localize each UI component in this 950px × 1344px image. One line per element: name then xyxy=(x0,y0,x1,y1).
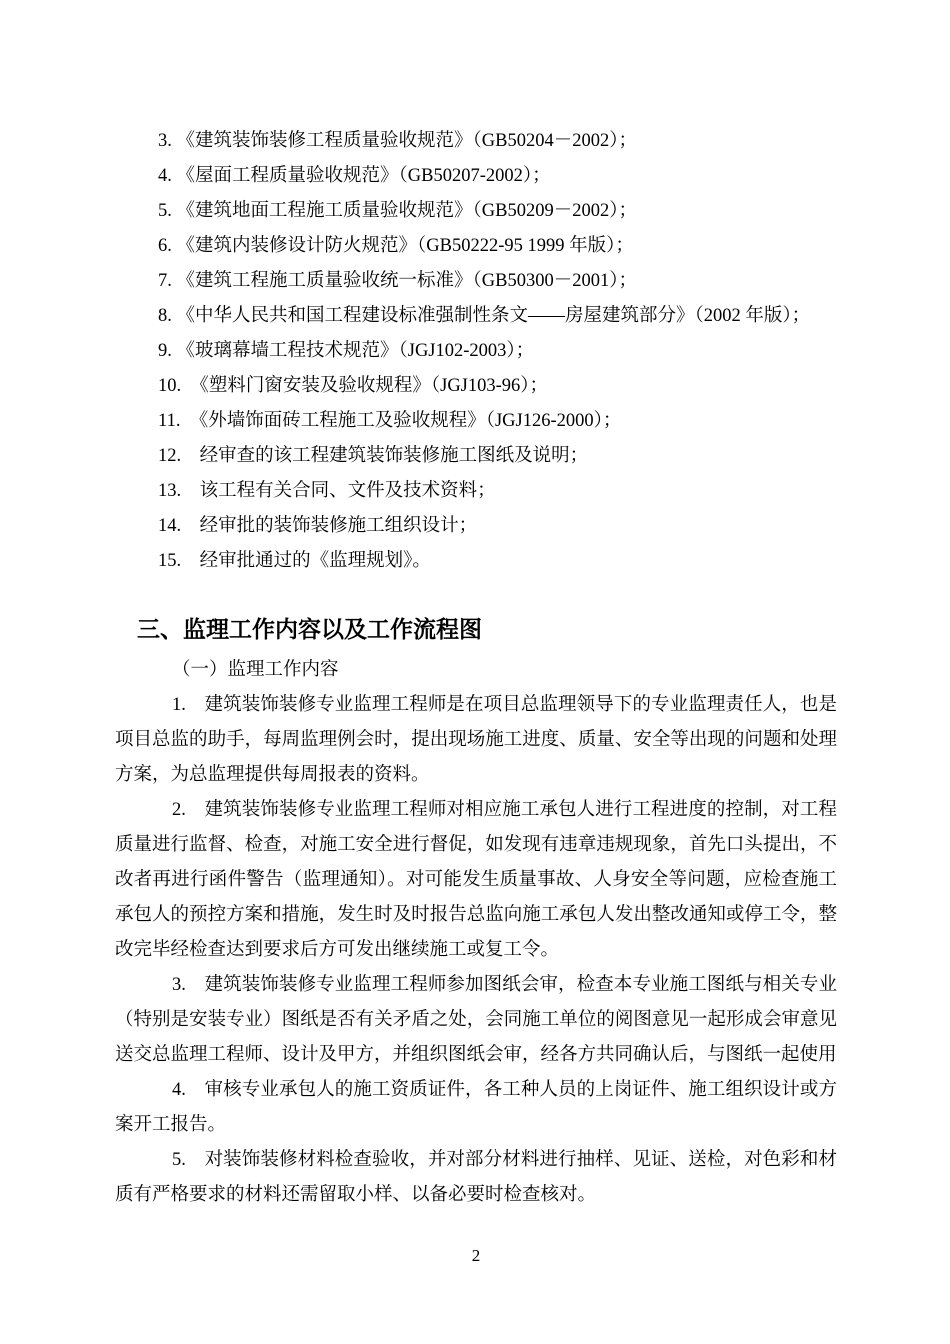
list-item: 6. 《建筑内装修设计防火规范》（GB50222-95 1999 年版）； xyxy=(158,236,634,256)
list-item: 9. 《玻璃幕墙工程技术规范》（JGJ102-2003）； xyxy=(158,341,535,361)
list-item: 10. 《塑料门窗安装及验收规程》（JGJ103-96）； xyxy=(158,376,549,396)
list-item: 11. 《外墙饰面砖工程施工及验收规程》（JGJ126-2000）； xyxy=(158,411,622,431)
section-heading: 三、监理工作内容以及工作流程图 xyxy=(137,617,482,642)
paragraph: 4. 审核专业承包人的施工资质证件，各工种人员的上岗证件、施工组织设计或方案开工报告。 xyxy=(115,1080,837,1135)
list-item: 15. 经审批通过的《监理规划》。 xyxy=(158,551,431,571)
list-item: 5. 《建筑地面工程施工质量验收规范》（GB50209－2002）； xyxy=(158,201,637,221)
paragraph: 3. 建筑装饰装修专业监理工程师参加图纸会审，检查本专业施工图纸与相关专业（特别是安装专业）图纸是否有关矛盾之处，会同施工单位的阅图意见一起形成会审意见送交总监理工程师、设计及甲方，并组织图纸会审，经各方共同确认后，与图纸一起使用 xyxy=(115,975,837,1065)
list-item: 4. 《屋面工程质量验收规范》（GB50207-2002）； xyxy=(158,166,551,186)
paragraph: 2. 建筑装饰装修专业监理工程师对相应施工承包人进行工程进度的控制，对工程质量进行监督、检查，对施工安全进行督促，如发现有违章违规现象，首先口头提出，不改者再进行函件警告（监理通知）。对可能发生质量事故、人身安全等问题，应检查施工承包人的预控方案和措施，发生时及时报告总监向施工承包人发出整改通知或停工令，整改完毕经检查达到要求后方可发出继续施工或复工令。 xyxy=(115,800,837,960)
list-item: 8. 《中华人民共和国工程建设标准强制性条文——房屋建筑部分》（2002 年版）； xyxy=(158,306,811,326)
list-item: 12. 经审查的该工程建筑装饰装修施工图纸及说明； xyxy=(158,446,589,466)
paragraph: 1. 建筑装饰装修专业监理工程师是在项目总监理领导下的专业监理责任人，也是项目总监的助手，每周监理例会时，提出现场施工进度、质量、安全等出现的问题和处理方案，为总监理提供每周报表的资料。 xyxy=(115,695,837,785)
page-number: 2 xyxy=(471,1246,481,1265)
list-item: 3. 《建筑装饰装修工程质量验收规范》（GB50204－2002）； xyxy=(158,131,637,151)
paragraph: 5. 对装饰装修材料检查验收，并对部分材料进行抽样、见证、送检，对色彩和材质有严格要求的材料还需留取小样、以备必要时检查核对。 xyxy=(115,1150,837,1205)
reference-standards-list xyxy=(115,124,837,579)
list-item: 14. 经审批的装饰装修施工组织设计； xyxy=(158,516,478,536)
paragraph-block xyxy=(115,688,837,1213)
list-item: 13. 该工程有关合同、文件及技术资料； xyxy=(158,481,496,501)
list-item: 7. 《建筑工程施工质量验收统一标准》（GB50300－2001）； xyxy=(158,271,637,291)
subsection-heading: （一）监理工作内容 xyxy=(172,660,339,680)
